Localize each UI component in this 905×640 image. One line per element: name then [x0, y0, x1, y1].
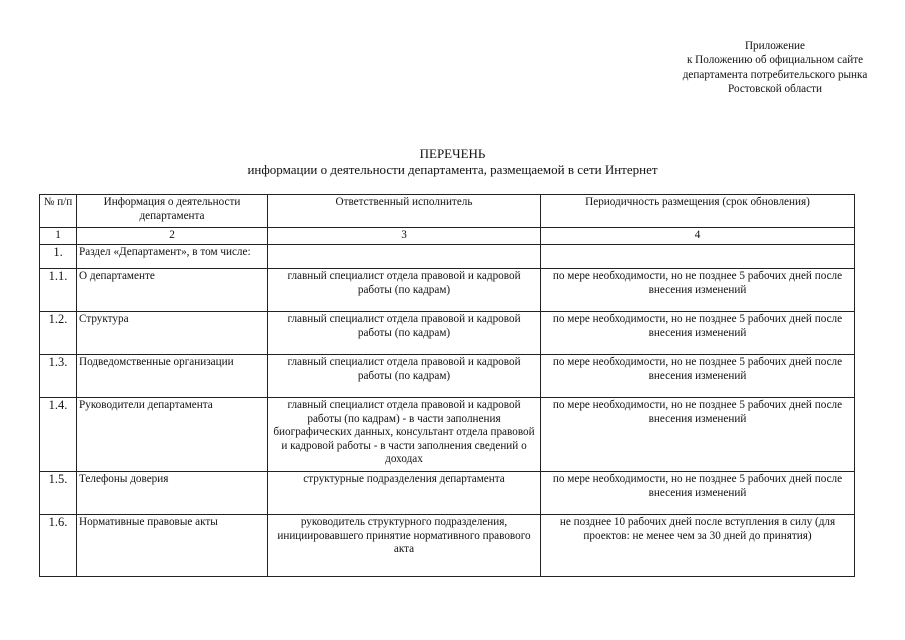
appendix-line: департамента потребительского рынка [682, 68, 868, 81]
row-number: 1.3. [40, 355, 77, 398]
appendix-line: к Положению об официальном сайте [686, 54, 864, 67]
row-info: Нормативные правовые акты [77, 515, 268, 577]
table-row [40, 269, 855, 312]
row-number: 1.2. [40, 312, 77, 355]
row-executor: главный специалист отдела правовой и кадровой работы (по кадрам) [268, 269, 541, 312]
row-number: 1. [40, 245, 77, 269]
row-period: по мере необходимости, но не позднее 5 рабочих дней после внесения изменений [541, 472, 855, 515]
header-cell-info: Информация о деятельности департамента [77, 195, 268, 228]
row-executor: структурные подразделения департамента [268, 472, 541, 515]
information-table [39, 194, 855, 577]
row-info: Телефоны доверия [77, 472, 268, 515]
header-row [40, 195, 855, 228]
row-info: Подведомственные организации [77, 355, 268, 398]
table-row [40, 355, 855, 398]
column-number: 4 [541, 228, 855, 245]
row-period [541, 245, 855, 269]
header-cell-number: № п/п [40, 195, 77, 228]
appendix-line: Ростовской области [728, 83, 822, 96]
row-period: по мере необходимости, но не позднее 5 рабочих дней после внесения изменений [541, 398, 855, 472]
column-number: 2 [77, 228, 268, 245]
row-period: не позднее 10 рабочих дней после вступления в силу (для проектов: не менее чем за 30 дней до принятия) [541, 515, 855, 577]
row-executor: главный специалист отдела правовой и кадровой работы (по кадрам) - в части заполнения биографических данных, консультант отдела правовой и кадровой работы - в части заполнения сведений о доходах [268, 398, 541, 472]
row-number: 1.5. [40, 472, 77, 515]
row-executor [268, 245, 541, 269]
row-period: по мере необходимости, но не позднее 5 рабочих дней после внесения изменений [541, 355, 855, 398]
column-number: 3 [268, 228, 541, 245]
row-info: О департаменте [77, 269, 268, 312]
row-number: 1.4. [40, 398, 77, 472]
row-number: 1.1. [40, 269, 77, 312]
table-row [40, 312, 855, 355]
header-cell-period: Периодичность размещения (срок обновления) [541, 195, 855, 228]
document-title [0, 146, 905, 178]
row-period: по мере необходимости, но не позднее 5 рабочих дней после внесения изменений [541, 269, 855, 312]
row-period: по мере необходимости, но не позднее 5 рабочих дней после внесения изменений [541, 312, 855, 355]
row-executor: главный специалист отдела правовой и кадровой работы (по кадрам) [268, 355, 541, 398]
row-info: Руководители департамента [77, 398, 268, 472]
row-executor: главный специалист отдела правовой и кадровой работы (по кадрам) [268, 312, 541, 355]
column-number-row [40, 228, 855, 245]
row-number: 1.6. [40, 515, 77, 577]
table-row [40, 245, 855, 269]
row-info: Раздел «Департамент», в том числе: [77, 245, 268, 269]
table-row [40, 398, 855, 472]
header-cell-executor: Ответственный исполнитель [268, 195, 541, 228]
row-executor: руководитель структурного подразделения, инициировавшего принятие нормативного правового акта [268, 515, 541, 577]
title-subtitle: информации о деятельности департамента, размещаемой в сети Интернет [247, 162, 658, 177]
title-main: ПЕРЕЧЕНЬ [419, 146, 486, 161]
table-row [40, 472, 855, 515]
table-row [40, 515, 855, 577]
appendix-block [640, 39, 905, 97]
appendix-line: Приложение [744, 40, 806, 52]
row-info: Структура [77, 312, 268, 355]
column-number: 1 [40, 228, 77, 245]
